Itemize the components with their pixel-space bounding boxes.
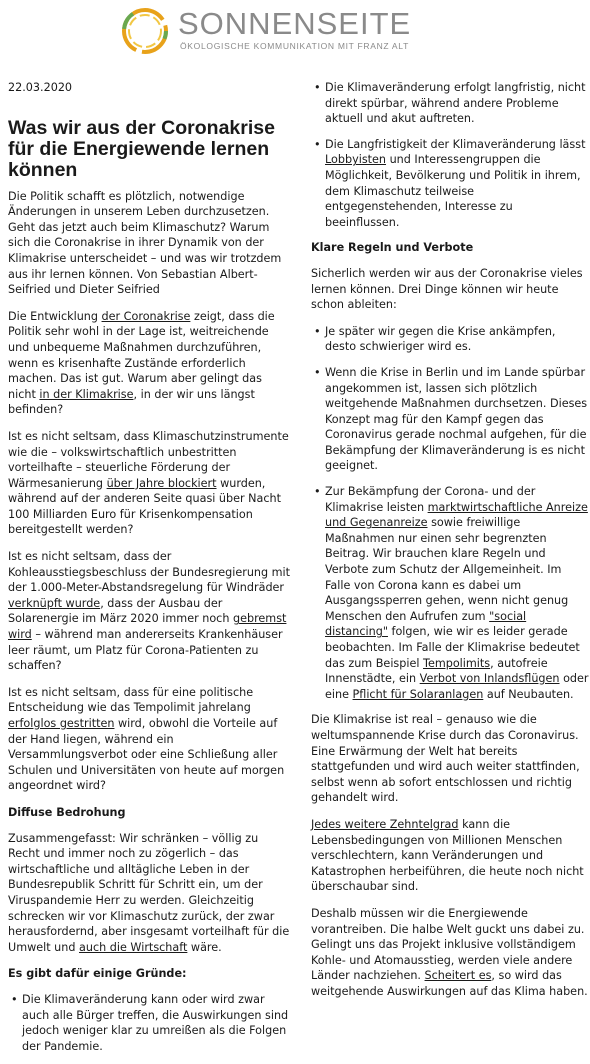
text: sowie freiwillige Maßnahmen nur einen sehr begrenzten Beitrag. Wir brauchen klare Regeln und Verbote zum Schutz der Allgemeinheit. Im Falle von Corona kann es dabei um Ausgangssperren gehen, wenn nicht genug Menschen den Aufrufen zum	[325, 516, 569, 623]
left-column	[8, 80, 293, 1064]
text: auf Neubauten.	[483, 687, 574, 701]
link-social-distancing[interactable]: "social distancing"	[325, 609, 527, 639]
reasons-list-continued	[311, 80, 589, 230]
right-column	[311, 80, 589, 1010]
link-marktwirtschaftliche-anreize[interactable]: marktwirtschaftliche Anreize und Gegenanreize	[325, 500, 588, 530]
section-heading-regeln-verbote: Klare Regeln und Verbote	[311, 241, 474, 255]
text: und Interessengruppen die Möglichkeit, Bevölkerung und Politik in ihrem, dem Klimaschutz teilweise entgegenstehenden, Interesse zu beeinflussen.	[325, 153, 581, 229]
text: wäre.	[187, 940, 222, 954]
site-header	[0, 0, 590, 60]
link-gebremst-wird[interactable]: gebremst wird	[8, 612, 287, 642]
text: , so wird das weitgehende Auswirkungen auf das Klima haben.	[311, 969, 588, 998]
list-item	[311, 137, 589, 231]
sun-logo-icon	[118, 4, 172, 58]
text: Zur Bekämpfung der Corona- und der Klimakrise leisten	[325, 485, 536, 514]
link-erfolglos-gestritten[interactable]: erfolglos gestritten	[8, 717, 115, 730]
text: Ist es nicht seltsam, dass für eine politische Entscheidung wie das Tempolimit jahrelang	[8, 685, 254, 715]
link-klimakrise[interactable]: in der Klimakrise	[39, 387, 134, 401]
list-item: • Wenn die Krise in Berlin und im Lande spürbar angekommen ist, lassen sich plötzlich weitgehende Maßnahmen durchsetzen. Dieses Konzept mag für den Kampf gegen das Coronavirus gerade nochmal aufgehen, für die Bekämpfung der Klimaveränderung is es nicht geeignet.	[311, 365, 589, 474]
link-lobbyisten[interactable]: Lobbyisten	[325, 153, 387, 167]
article-date: 22.03.2020	[8, 81, 73, 94]
list-item: • Die Klimaveränderung kann oder wird zwar auch alle Bürger treffen, die Auswirkungen sind jedoch weniger klar zu umreißen als die Folgen der Pandemie.	[8, 992, 293, 1054]
paragraph: Die Klimakrise ist real – genauso wie die weltumspannende Krise durch das Coronavirus. Eine Erwärmung der Welt hat bereits stattgefunden und wird auch weiter stattfinden, selbst wenn ab sofort entschlossen und richtig gehandelt wird.	[311, 713, 580, 805]
paragraph	[8, 685, 293, 794]
lessons-list	[311, 324, 589, 703]
text: wurden, während auf der anderen Seite quasi über Nacht 100 Milliarden Euro für Krisenkompensation bereitgestellt werden?	[8, 476, 282, 537]
text: Die Langfristigkeit der Klimaveränderung lässt	[325, 137, 586, 151]
list-item	[311, 484, 589, 702]
text: , in der wir uns längst befinden?	[8, 387, 255, 417]
paragraph	[8, 831, 293, 956]
site-tagline: ÖKOLOGISCHE KOMMUNIKATION MIT FRANZ ALT	[180, 41, 409, 51]
text: wird, obwohl die Vorteile auf der Hand liegen, während ein Versammlungsverbot oder eine Schließung aller Schulen und Universitäten von heute auf morgen angeordnet wird?	[8, 717, 285, 793]
list-item: • Je später wir gegen die Krise ankämpfen, desto schwieriger wird es.	[311, 324, 589, 355]
text: zeigt, dass die Politik sehr wohl in der Lage ist, weitreichende und unbequeme Maßnahmen durchzuführen, wenn es krisenhafte Zustände erforderlich machen. Das ist gut. Warum aber gelingt das nicht	[8, 309, 275, 401]
link-verknuepft-wurde[interactable]: verknüpft wurde	[8, 596, 101, 610]
link-scheitert-es[interactable]: Scheitert es	[424, 969, 492, 983]
link-auch-die-wirtschaft[interactable]: auch die Wirtschaft	[79, 940, 188, 954]
text: Die Entwicklung	[8, 309, 102, 323]
paragraph	[311, 906, 589, 1000]
paragraph	[8, 309, 293, 418]
text: oder eine	[325, 672, 589, 701]
paragraph	[8, 429, 293, 538]
site-brand[interactable]: SONNENSEITE	[178, 6, 412, 41]
text: Zusammengefasst: Wir schränken – völlig zu Recht und immer noch zu zögerlich – das wirtschaftliche und alltägliche Leben in der Bundesrepublik Schritt für Schritt ein, um der Viruspandemie Herr zu werden. Gleichzeitig schrecken wir vor Klimaschutz zurück, der zwar herausfordernd, aber insgesamt vorteilhaft für die Umwelt und	[8, 831, 290, 954]
article-lead: Die Politik schafft es plötzlich, notwendige Änderungen in unserem Leben durchzusetzen. Geht das jetzt auch beim Klimaschutz? Warum sich die Coronakrise in ihrer Dynamik von der Klimakrise unterscheidet – und was wir trotzdem aus ihr lernen können. Von Sebastian Albert-Seifried und Dieter Seifried	[8, 189, 282, 297]
list-item: • Die Klimaveränderung erfolgt langfristig, nicht direkt spürbar, während andere Probleme aktuell und akut auftreten.	[311, 80, 589, 127]
link-ueber-jahre-blockiert[interactable]: über Jahre blockiert	[106, 476, 217, 490]
paragraph	[311, 817, 589, 895]
text: Ist es nicht seltsam, dass Klimaschutzinstrumente wie die – volkswirtschaftlich unbestritten vorteilhafte – steuerliche Förderung der Wärmesanierung	[8, 429, 289, 490]
section-heading-diffuse-bedrohung: Diffuse Bedrohung	[8, 805, 126, 819]
text: Ist es nicht seltsam, dass der Kohleausstiegsbeschluss der Bundesregierung mit der 1.000-Meter-Abstandsregelung für Windräder	[8, 550, 291, 595]
paragraph: Sicherlich werden wir aus der Coronakrise vieles lernen können. Drei Dinge können wir heute schon ableiten:	[311, 266, 583, 312]
link-verbot-inlandsfluegen[interactable]: Verbot von Inlandsflügen	[419, 672, 560, 686]
link-tempolimits[interactable]: Tempolimits	[423, 656, 491, 670]
link-zehntelgrad[interactable]: Jedes weitere Zehntelgrad	[311, 817, 459, 831]
text: Deshalb müssen wir die Energiewende vorantreiben. Die halbe Welt guckt uns dabei zu. Gelingt uns das Projekt inklusive vollständigem Kohle- und Atomausstieg, werden viele andere Länder nachziehen.	[311, 906, 585, 983]
text: folgen, wie wir es leider gerade beobachten. Im Falle der Klimakrise bedeutet das zum Beispiel	[325, 625, 580, 670]
article-title: Was wir aus der Coronakrise für die Energiewende lernen können	[8, 116, 275, 181]
text: – während man andererseits Krankenhäuser leer räumt, um Platz für Corona-Patienten zu schaffen?	[8, 628, 283, 673]
reasons-list	[8, 992, 293, 1054]
section-heading-gruende: Es gibt dafür einige Gründe:	[8, 967, 187, 981]
link-pflicht-solaranlagen[interactable]: Pflicht für Solaranlagen	[352, 687, 484, 701]
text: kann die Lebensbedingungen von Millionen Menschen verschlechtern, kann Veränderungen und Katastrophen herbeiführen, die heute noch nicht überschaubar sind.	[311, 817, 584, 894]
text: , autofreie Innenstädte, ein	[325, 656, 548, 686]
paragraph	[8, 549, 293, 674]
text: , dass der Ausbau der Solarenergie im März 2020 immer noch	[8, 596, 233, 626]
link-coronakrise[interactable]: der Coronakrise	[101, 309, 191, 323]
